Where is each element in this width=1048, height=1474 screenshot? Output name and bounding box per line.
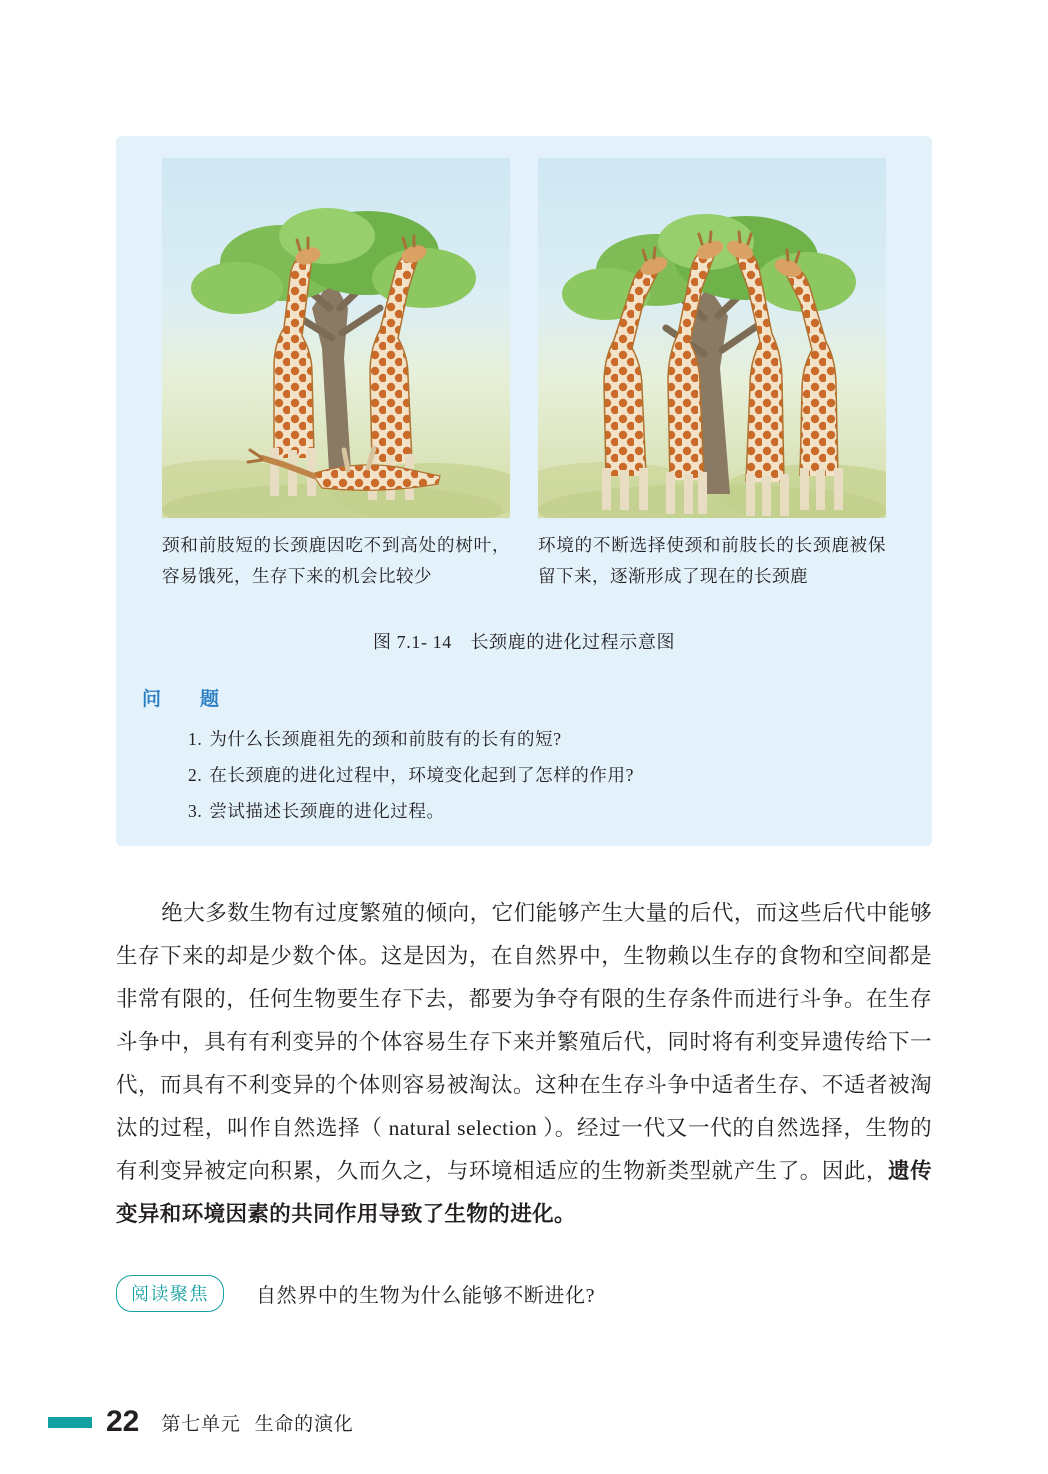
figure-giraffe-short-neck	[162, 158, 510, 591]
giraffe-long-neck-illustration	[538, 158, 886, 518]
question-number: 2.	[188, 764, 203, 785]
paragraph-latin-term: （ natural selection ）	[360, 1116, 555, 1140]
figure-giraffe-long-neck	[538, 158, 886, 591]
question-text: 为什么长颈鹿祖先的颈和前肢有的长有的短?	[209, 729, 562, 749]
giraffe-long-neck-svg	[538, 158, 886, 518]
figure-row	[162, 158, 886, 591]
questions-list	[188, 722, 888, 830]
question-number: 3.	[188, 800, 203, 821]
paragraph-part-1: 绝大多数生物有过度繁殖的倾向，它们能够产生大量的后代，而这些后代中能够生存下来的却是少数个体。这是因为，在自然界中，生物赖以生存的食物和空间都是非常有限的，任何生物要生存下去，都要为争夺有限的生存条件而进行斗争。在生存斗争中，具有有利变异的个体容易生存下来并繁殖后代，同时将有利变异遗传给下一代，而具有不利变异的个体则容易被淘汰。这种在生存斗争中适者生存、不适者被淘汰的过程，叫作自然选择	[116, 901, 932, 1140]
list-item	[188, 758, 888, 794]
question-text: 在长颈鹿的进化过程中，环境变化起到了怎样的作用?	[209, 764, 634, 785]
paragraph-bold-conclusion: 遗传变异和环境因素的共同作用导致了生物的进化。	[116, 1159, 932, 1226]
question-text: 尝试描述长颈鹿的进化过程。	[209, 800, 445, 821]
questions-heading: 问 题	[142, 689, 230, 710]
reading-focus-badge: 阅读聚焦	[116, 1275, 224, 1312]
figure-title: 图 7.1- 14 长颈鹿的进化过程示意图	[372, 632, 676, 652]
footer-unit-label	[161, 1409, 353, 1436]
page-footer	[48, 1405, 354, 1439]
list-item	[188, 722, 888, 758]
question-number: 1.	[188, 729, 203, 749]
footer-unit-title: 生命的演化	[254, 1413, 354, 1435]
footer-accent-bar	[48, 1417, 92, 1428]
figure-caption: 颈和前肢短的长颈鹿因吃不到高处的树叶，容易饿死，生存下来的机会比较少	[162, 535, 510, 586]
reading-focus-text: 自然界中的生物为什么能够不断进化?	[256, 1285, 596, 1307]
body-paragraph	[116, 892, 932, 1236]
list-item	[188, 794, 888, 830]
giraffe-short-neck-illustration	[162, 158, 510, 518]
giraffe-short-neck-svg	[162, 158, 510, 518]
page-number: 22	[106, 1405, 140, 1438]
reading-focus-row	[116, 1275, 595, 1312]
footer-unit: 第七单元	[161, 1413, 241, 1435]
figure-caption: 环境的不断选择使颈和前肢长的长颈鹿被保留下来，逐渐形成了现在的长颈鹿	[538, 535, 886, 586]
paragraph-part-2: 。经过一代又一代的自然选择，生物的有利变异被定向积累，久而久之，与环境相适应的生物新类型就产生了。因此，	[116, 1116, 932, 1183]
activity-panel	[116, 136, 932, 846]
